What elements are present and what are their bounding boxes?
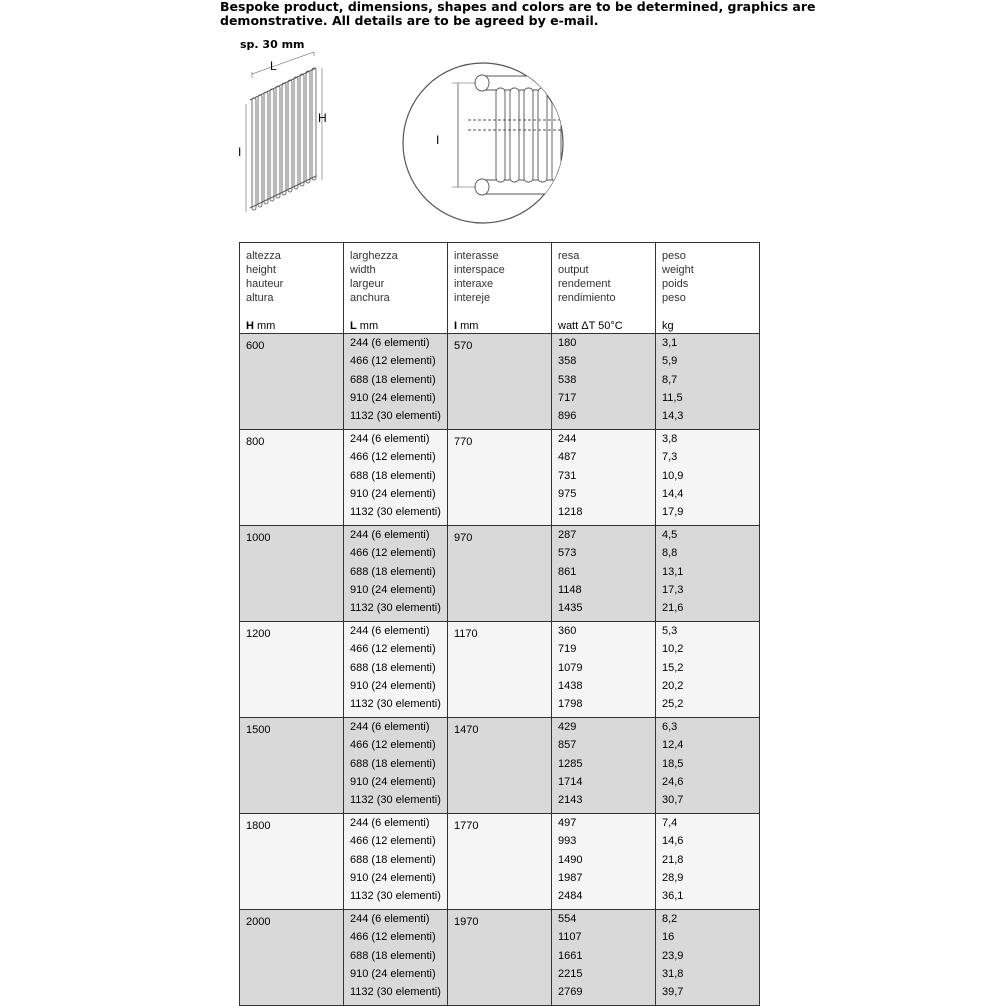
thickness-label: sp. 30 mm [240, 38, 305, 51]
width-cell-value: 1132 (30 elementi) [350, 794, 441, 807]
width-cell [344, 622, 448, 718]
column-header-label: peso [662, 250, 686, 262]
width-cell-value: 1132 (30 elementi) [350, 698, 441, 711]
interaxis-cell-value: 570 [454, 340, 473, 352]
column-unit [454, 319, 545, 333]
weight-cell-value: 12,4 [662, 739, 684, 752]
column-header [656, 243, 760, 334]
output-cell [552, 814, 656, 910]
height-cell-value: 2000 [246, 916, 271, 928]
output-cell-value: 1148 [558, 583, 582, 596]
width-cell-value: 244 (6 elementi) [350, 337, 430, 349]
weight-cell-value: 24,6 [662, 775, 684, 788]
interaxis-cell [448, 814, 552, 910]
output-cell-value: 497 [558, 817, 577, 829]
height-label: H [318, 111, 327, 125]
column-unit-text: mm [359, 320, 379, 332]
width-cell-value: 1132 (30 elementi) [350, 602, 441, 615]
weight-cell-value: 7,3 [662, 451, 678, 464]
output-cell-value: 1218 [558, 506, 583, 519]
output-cell [552, 718, 656, 814]
interaxis-label: I [238, 145, 242, 159]
weight-cell [656, 334, 760, 430]
column-unit [662, 319, 753, 333]
width-cell [344, 526, 448, 622]
height-cell-value: 1000 [246, 532, 271, 544]
weight-cell-value: 28,9 [662, 871, 684, 884]
weight-cell-value: 11,5 [662, 391, 683, 404]
width-cell [344, 334, 448, 430]
column-header [240, 243, 344, 334]
weight-cell-value: 30,7 [662, 794, 684, 807]
output-cell-value: 1107 [558, 931, 582, 944]
detail-interaxis-label: I [436, 133, 440, 147]
width-cell-value: 466 (12 elementi) [350, 739, 436, 752]
column-header-label: width [350, 264, 376, 276]
weight-cell-value: 7,4 [662, 817, 678, 829]
column-header [448, 243, 552, 334]
column-header-label: intereje [454, 292, 491, 304]
weight-cell [656, 814, 760, 910]
width-cell-value: 1132 (30 elementi) [350, 410, 441, 423]
weight-cell-value: 3,1 [662, 337, 678, 349]
weight-cell-value: 14,3 [662, 410, 684, 423]
weight-cell-value: 10,2 [662, 643, 684, 656]
height-cell [240, 718, 344, 814]
width-cell-value: 910 (24 elementi) [350, 679, 436, 692]
output-cell-value: 573 [558, 547, 577, 560]
width-cell-value: 466 (12 elementi) [350, 835, 436, 848]
radiator-drawing [228, 52, 348, 222]
height-cell-value: 1200 [246, 628, 271, 640]
output-cell-value: 1079 [558, 661, 583, 674]
height-cell-value: 1800 [246, 820, 271, 832]
width-cell-value: 244 (6 elementi) [350, 625, 430, 637]
weight-cell-value: 5,3 [662, 625, 678, 637]
output-cell-value: 360 [558, 625, 577, 637]
weight-cell-value: 15,2 [662, 661, 684, 674]
width-cell-value: 688 (18 elementi) [350, 469, 436, 482]
weight-cell-value: 4,5 [662, 529, 678, 541]
output-cell-value: 554 [558, 913, 577, 925]
weight-cell-value: 8,7 [662, 373, 678, 386]
column-header-label: larghezza [350, 250, 398, 262]
weight-cell-value: 21,8 [662, 853, 684, 866]
output-cell-value: 2215 [558, 967, 583, 980]
weight-cell-value: 6,3 [662, 721, 678, 733]
weight-cell-value: 17,9 [662, 506, 684, 519]
column-header [344, 243, 448, 334]
table-row [240, 334, 760, 430]
interaxis-cell [448, 910, 552, 1006]
width-cell-value: 1132 (30 elementi) [350, 890, 441, 903]
weight-cell-value: 8,8 [662, 547, 678, 560]
width-cell-value: 910 (24 elementi) [350, 775, 436, 788]
output-cell-value: 1714 [558, 775, 583, 788]
output-cell-value: 1798 [558, 698, 583, 711]
width-cell-value: 688 (18 elementi) [350, 565, 436, 578]
column-header-label: weight [662, 264, 694, 276]
interaxis-cell-value: 1970 [454, 916, 479, 928]
column-unit-symbol: I [454, 320, 458, 332]
weight-cell-value: 5,9 [662, 355, 678, 368]
column-header-label: interspace [454, 264, 505, 276]
width-cell-value: 1132 (30 elementi) [350, 506, 441, 519]
weight-cell [656, 430, 760, 526]
output-cell [552, 622, 656, 718]
height-cell [240, 910, 344, 1006]
output-cell-value: 429 [558, 721, 577, 733]
width-cell-value: 466 (12 elementi) [350, 643, 436, 656]
height-cell-value: 600 [246, 340, 265, 352]
column-header-label: peso [662, 292, 686, 304]
column-unit-text: watt ΔT 50°C [558, 320, 623, 332]
width-cell-value: 244 (6 elementi) [350, 433, 430, 445]
output-cell-value: 2484 [558, 890, 583, 903]
width-cell-value: 466 (12 elementi) [350, 931, 436, 944]
weight-cell [656, 622, 760, 718]
output-cell-value: 1435 [558, 602, 583, 615]
height-cell [240, 622, 344, 718]
weight-cell-value: 14,4 [662, 487, 684, 500]
width-cell-value: 688 (18 elementi) [350, 853, 436, 866]
weight-cell-value: 3,8 [662, 433, 678, 445]
weight-cell-value: 18,5 [662, 757, 684, 770]
output-cell-value: 717 [558, 391, 577, 404]
width-cell-value: 910 (24 elementi) [350, 583, 436, 596]
output-cell-value: 1285 [558, 757, 583, 770]
column-header-label: height [246, 264, 276, 276]
weight-cell [656, 718, 760, 814]
interaxis-cell [448, 526, 552, 622]
output-cell-value: 861 [558, 565, 577, 578]
output-cell-value: 719 [558, 643, 577, 656]
width-cell-value: 466 (12 elementi) [350, 547, 436, 560]
column-unit-text: kg [662, 320, 674, 332]
interaxis-cell [448, 430, 552, 526]
length-label: L [270, 59, 277, 73]
width-cell-value: 910 (24 elementi) [350, 391, 436, 404]
weight-cell-value: 8,2 [662, 913, 678, 925]
output-cell [552, 334, 656, 430]
height-cell [240, 430, 344, 526]
weight-cell-value: 31,8 [662, 967, 684, 980]
column-unit-text: mm [460, 320, 479, 332]
column-unit-text: mm [257, 320, 276, 332]
column-header-label: hauteur [246, 278, 284, 290]
column-header-label: anchura [350, 292, 390, 304]
width-cell-value: 244 (6 elementi) [350, 721, 430, 733]
width-cell-value: 910 (24 elementi) [350, 871, 436, 884]
output-cell-value: 993 [558, 835, 577, 848]
width-cell-value: 1132 (30 elementi) [350, 986, 441, 999]
weight-cell-value: 16 [662, 931, 675, 944]
column-header-label: rendement [558, 278, 611, 290]
width-cell [344, 910, 448, 1006]
interaxis-cell-value: 1170 [454, 628, 478, 640]
column-header-label: altezza [246, 250, 281, 262]
output-cell-value: 731 [558, 469, 577, 482]
interaxis-cell-value: 770 [454, 436, 473, 448]
weight-cell-value: 23,9 [662, 949, 684, 962]
column-header-label: largeur [350, 278, 385, 290]
width-cell-value: 910 (24 elementi) [350, 967, 436, 980]
width-cell-value: 244 (6 elementi) [350, 817, 430, 829]
output-cell-value: 244 [558, 433, 577, 445]
table-row [240, 430, 760, 526]
output-cell-value: 2143 [558, 794, 583, 807]
width-cell-value: 688 (18 elementi) [350, 661, 436, 674]
weight-cell-value: 13,1 [662, 565, 684, 578]
width-cell-value: 688 (18 elementi) [350, 757, 436, 770]
output-cell-value: 358 [558, 355, 577, 368]
output-cell [552, 910, 656, 1006]
output-cell [552, 526, 656, 622]
table-row [240, 526, 760, 622]
disclaimer-text: Bespoke product, dimensions, shapes and colors are to be determined, graphics are demonstrative. All details are to be agreed by e-mail. [220, 0, 816, 28]
table-header-row [240, 243, 760, 334]
column-header-label: output [558, 264, 589, 276]
height-cell [240, 814, 344, 910]
width-cell-value: 466 (12 elementi) [350, 451, 436, 464]
column-unit-symbol: H [246, 320, 254, 332]
height-cell [240, 526, 344, 622]
column-unit-symbol: L [350, 320, 357, 332]
height-cell-value: 1500 [246, 724, 271, 736]
width-cell-value: 688 (18 elementi) [350, 949, 436, 962]
output-cell-value: 538 [558, 373, 577, 386]
table-row [240, 718, 760, 814]
interaxis-cell-value: 1770 [454, 820, 479, 832]
weight-cell-value: 10,9 [662, 469, 684, 482]
column-header-label: interasse [454, 250, 499, 262]
weight-cell-value: 20,2 [662, 679, 684, 692]
width-cell-value: 244 (6 elementi) [350, 529, 430, 541]
width-cell [344, 814, 448, 910]
interaxis-cell [448, 718, 552, 814]
interaxis-cell-value: 970 [454, 532, 473, 544]
width-cell [344, 718, 448, 814]
height-cell [240, 334, 344, 430]
weight-cell-value: 39,7 [662, 986, 684, 999]
column-header-label: interaxe [454, 278, 494, 290]
column-header [552, 243, 656, 334]
width-cell-value: 244 (6 elementi) [350, 913, 430, 925]
connection-detail-drawing [398, 58, 568, 228]
output-cell-value: 1490 [558, 853, 583, 866]
weight-cell-value: 17,3 [662, 583, 684, 596]
output-cell-value: 896 [558, 410, 577, 423]
table-row [240, 910, 760, 1006]
output-cell-value: 1987 [558, 871, 583, 884]
output-cell-value: 287 [558, 529, 577, 541]
column-header-label: resa [558, 250, 580, 262]
output-cell-value: 975 [558, 487, 577, 500]
weight-cell-value: 36,1 [662, 890, 684, 903]
column-header-label: altura [246, 292, 274, 304]
height-cell-value: 800 [246, 436, 265, 448]
column-header-label: rendimiento [558, 292, 616, 304]
width-cell-value: 688 (18 elementi) [350, 373, 436, 386]
output-cell [552, 430, 656, 526]
interaxis-cell [448, 334, 552, 430]
interaxis-cell-value: 1470 [454, 724, 479, 736]
output-cell-value: 1661 [558, 949, 583, 962]
table-row [240, 622, 760, 718]
table-row [240, 814, 760, 910]
technical-spec-table [239, 242, 760, 1006]
output-cell-value: 487 [558, 451, 577, 464]
output-cell-value: 857 [558, 739, 577, 752]
weight-cell-value: 25,2 [662, 698, 684, 711]
weight-cell-value: 14,6 [662, 835, 684, 848]
column-header-label: poids [662, 278, 689, 290]
output-cell-value: 180 [558, 337, 577, 349]
column-unit [246, 319, 337, 333]
interaxis-cell [448, 622, 552, 718]
weight-cell-value: 21,6 [662, 602, 684, 615]
weight-cell [656, 526, 760, 622]
width-cell-value: 466 (12 elementi) [350, 355, 436, 368]
column-unit [558, 319, 649, 333]
width-cell-value: 910 (24 elementi) [350, 487, 436, 500]
width-cell [344, 430, 448, 526]
output-cell-value: 1438 [558, 679, 583, 692]
weight-cell [656, 910, 760, 1006]
column-unit [350, 319, 441, 333]
output-cell-value: 2769 [558, 986, 583, 999]
